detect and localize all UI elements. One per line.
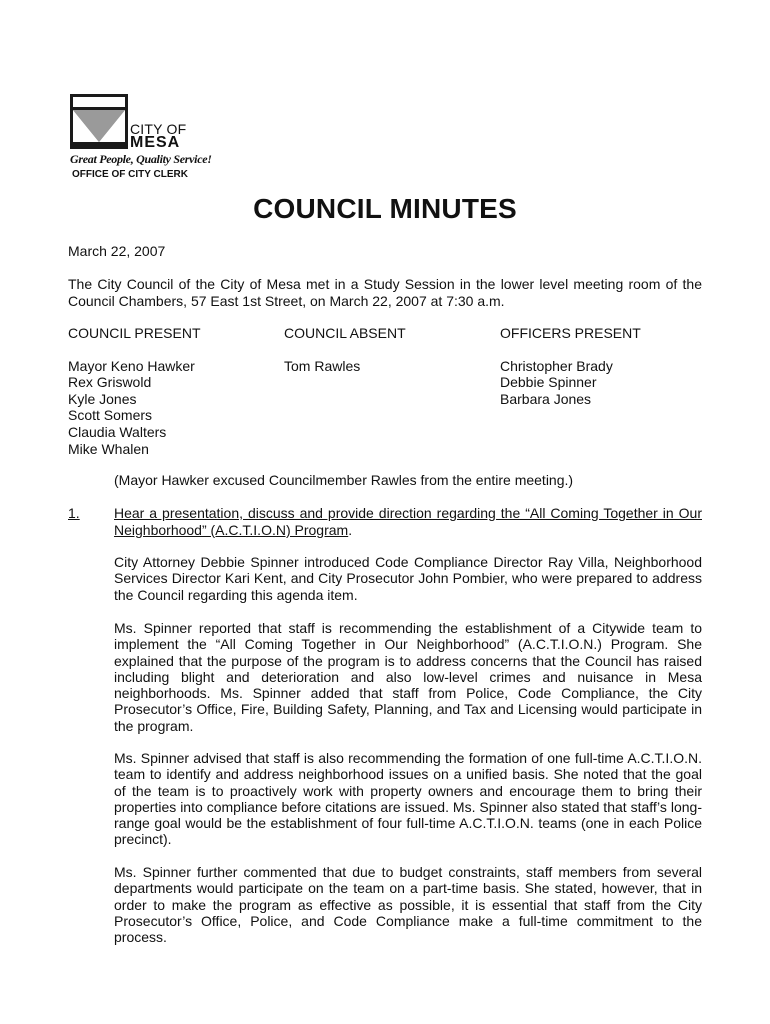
agenda-item-title-text: Hear a presentation, discuss and provide direction regarding the “All Coming Together in Our Neighborhood” (A.C.T.I.O.N) Program	[114, 505, 702, 538]
paragraph: Ms. Spinner advised that staff is also recommending the formation of one full-time A.C.T.I.O.N. team to identify and address neighborhood issues on a unified basis. She noted that the goal of the team is to proactively work with property owners and encourage them to bring their properties into compliance before citations are issued. Ms. Spinner also stated that staff’s long-range goal would be the establishment of four full-time A.C.T.I.O.N. teams (one in each Police precinct).	[114, 750, 702, 848]
list-item: Kyle Jones	[68, 390, 137, 407]
paragraph: Ms. Spinner further commented that due to budget constraints, staff members from several departments would participate on the team on a part-time basis. She stated, however, that in order to make the program as effective as possible, it is essential that staff from the City Prosecutor’s Office, Police, and Code Compliance make a full-time commitment to the process.	[114, 864, 702, 946]
logo-tagline: Great People, Quality Service!	[70, 152, 212, 166]
council-present-header: COUNCIL PRESENT	[68, 325, 201, 341]
city-of-mesa-logo	[70, 94, 210, 184]
paragraph: Ms. Spinner reported that staff is recommending the establishment of a Citywide team to implement the “All Coming Together in Our Neighborhood” (A.C.T.I.O.N.) Program. She explained that the purpose of the program is to address concerns that the Council has raised including blight and deterioration and also low-level crimes and nuisance in Mesa neighborhoods. Ms. Spinner added that staff from Police, Code Compliance, the City Prosecutor’s Office, Fire, Building Safety, Planning, and Tax and Licensing would participate in the program.	[114, 620, 702, 734]
list-item: Mike Whalen	[68, 440, 149, 457]
page-title: COUNCIL MINUTES	[253, 193, 517, 224]
logo-mesa: MESA	[130, 134, 181, 151]
list-item: Debbie Spinner	[500, 374, 597, 391]
council-absent-column	[284, 325, 406, 374]
officers-present-column	[500, 325, 641, 407]
office-name: OFFICE OF CITY CLERK	[72, 169, 188, 180]
mesa-logo-mark-icon	[70, 94, 130, 150]
meeting-date: March 22, 2007	[68, 243, 166, 259]
intro-paragraph: The City Council of the City of Mesa met in a Study Session in the lower level meeting room of the Council Chambers, 57 East 1st Street, on March 22, 2007 at 7:30 a.m.	[68, 276, 702, 309]
list-item: Mayor Keno Hawker	[68, 357, 195, 374]
list-item: Barbara Jones	[500, 390, 592, 407]
officers-present-header: OFFICERS PRESENT	[500, 325, 641, 341]
council-present-column	[68, 325, 201, 457]
agenda-item-number: 1.	[68, 505, 80, 521]
agenda-item-title	[114, 505, 702, 538]
list-item: Christopher Brady	[500, 357, 613, 374]
excused-note: (Mayor Hawker excused Councilmember Rawles from the entire meeting.)	[114, 472, 574, 488]
list-item: Claudia Walters	[68, 423, 167, 440]
list-item: Rex Griswold	[68, 374, 152, 391]
list-item: Scott Somers	[68, 407, 153, 424]
council-absent-header: COUNCIL ABSENT	[284, 325, 406, 341]
agenda-item-title-period: .	[348, 521, 353, 538]
list-item: Tom Rawles	[284, 357, 361, 374]
paragraph: City Attorney Debbie Spinner introduced Code Compliance Director Ray Villa, Neighborhood Services Director Kari Kent, and City Prosecutor John Pombier, who were prepared to address the Council regarding this agenda item.	[114, 554, 702, 603]
logo-city-of: CITY OF	[130, 121, 187, 137]
